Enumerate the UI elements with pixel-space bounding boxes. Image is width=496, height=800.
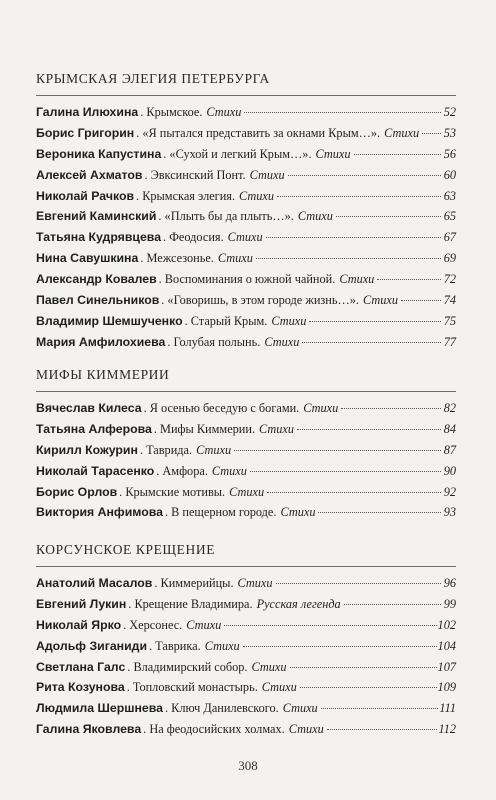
entry-genre: Стихи: [239, 188, 275, 203]
dot-leader: [327, 729, 438, 730]
toc-entry: [36, 227, 456, 248]
entry-author: Галина Илюхина: [36, 105, 139, 119]
dot-leader: [309, 321, 441, 322]
entry-author: Татьяна Кудрявцева: [36, 230, 162, 245]
entry-genre: Стихи: [259, 421, 295, 436]
entry-list: [36, 398, 456, 523]
dot-leader: [354, 154, 441, 155]
dot-leader: [267, 492, 441, 493]
entry-page-number: 53: [443, 125, 456, 140]
toc-entry: [36, 123, 456, 144]
entry-author: Мария Амфилохиева: [36, 334, 166, 349]
dot-leader: [318, 512, 441, 513]
toc-entry: [36, 269, 456, 290]
entry-author: Виктория Анфимова: [36, 505, 163, 520]
entry-page-number: 96: [443, 576, 456, 590]
entry-genre: Стихи: [229, 484, 265, 499]
toc-entry: [36, 206, 456, 227]
section-krymskaya-elegiya: [36, 70, 456, 353]
entry-page-number: 93: [443, 505, 456, 520]
entry-genre: Стихи: [251, 659, 287, 674]
entry-title: . «Плыть бы да плыть…».: [158, 209, 294, 224]
dot-leader: [288, 175, 441, 176]
toc-entry: [36, 461, 456, 482]
entry-author: Галина Яковлева: [36, 722, 142, 737]
entry-page-number: 112: [438, 722, 456, 737]
dot-leader: [302, 342, 441, 343]
dot-leader: [344, 604, 441, 605]
section-divider: [36, 95, 456, 96]
entry-author: Нина Савушкина: [36, 251, 139, 266]
entry-author: Анатолий Масалов: [36, 576, 153, 590]
entry-genre: Стихи: [315, 146, 351, 161]
entry-page-number: 75: [443, 313, 456, 328]
entry-page-number: 87: [443, 442, 456, 457]
toc-entry: [36, 248, 456, 269]
entry-title: . Владимирский собор.: [127, 659, 248, 674]
section-mify-kimmerii: [36, 366, 456, 523]
entry-title: . Крымская элегия.: [136, 188, 236, 203]
toc-entry: [36, 144, 456, 165]
dot-leader: [341, 408, 441, 409]
entry-page-number: 56: [443, 146, 456, 161]
entry-title: . Амфора.: [156, 463, 208, 478]
toc-entry: [36, 719, 456, 740]
entry-title: . В пещерном городе.: [164, 505, 277, 520]
section-title: МИФЫ КИММЕРИИ: [36, 367, 170, 382]
section-divider: [36, 566, 456, 567]
entry-page-number: 74: [443, 293, 456, 308]
toc-entry: [36, 636, 456, 657]
section-korsunskoe-kreshchenie: [36, 541, 456, 740]
dot-leader: [224, 625, 436, 626]
entry-page-number: 65: [443, 209, 456, 224]
entry-title: . «Я пытался представить за окнами Крым…».: [136, 125, 381, 140]
entry-author: Николай Тарасенко: [36, 463, 155, 478]
dot-leader: [300, 687, 437, 688]
entry-page-number: 69: [443, 251, 456, 266]
toc-entry: [36, 419, 456, 440]
entry-title: . Воспоминания о южной чайной.: [158, 272, 336, 287]
entry-genre: Стихи: [264, 334, 300, 349]
entry-title: . Мифы Киммерии.: [153, 421, 256, 436]
entry-title: . Крымские мотивы.: [119, 484, 226, 499]
entry-genre: Русская легенда: [256, 596, 341, 611]
entry-author: Кирилл Кожурин: [36, 442, 138, 457]
entry-title: . Феодосия.: [163, 230, 224, 245]
entry-title: . Топловский монастырь.: [126, 680, 258, 695]
entry-author: Вероника Капустина: [36, 146, 162, 161]
entry-author: Борис Григорин: [36, 125, 135, 140]
entry-author: Рита Козунова: [36, 680, 125, 695]
entry-page-number: 67: [443, 230, 456, 245]
dot-leader: [336, 216, 441, 217]
entry-page-number: 52: [443, 105, 456, 119]
entry-title: . Крещение Владимира.: [128, 596, 253, 611]
page-number: 308: [238, 758, 258, 773]
entry-title: . Киммерийцы.: [154, 576, 234, 590]
entry-genre: Стихи: [237, 576, 273, 590]
toc-entry: [36, 311, 456, 332]
dot-leader: [256, 258, 441, 259]
section-title: КОРСУНСКОЕ КРЕЩЕНИЕ: [36, 542, 216, 557]
dot-leader: [401, 300, 441, 301]
toc-entry: [36, 440, 456, 461]
entry-genre: Стихи: [227, 230, 263, 245]
entry-page-number: 111: [439, 701, 456, 716]
entry-genre: Стихи: [280, 505, 316, 520]
entry-author: Татьяна Алферова: [36, 421, 152, 436]
entry-genre: Стихи: [303, 401, 339, 415]
toc-entry: [36, 290, 456, 311]
entry-author: Павел Синельников: [36, 293, 160, 308]
entry-author: Светлана Галс: [36, 659, 126, 674]
entry-author: Евгений Каминский: [36, 209, 157, 224]
toc-entry: [36, 677, 456, 698]
entry-title: . Межсезонье.: [140, 251, 214, 266]
entry-genre: Стихи: [196, 442, 232, 457]
toc-entry: [36, 657, 456, 678]
toc-entry: [36, 573, 456, 594]
entry-genre: Стихи: [261, 680, 297, 695]
dot-leader: [422, 133, 441, 134]
dot-leader: [243, 646, 437, 647]
entry-author: Людмила Шершнева: [36, 701, 163, 716]
section-divider: [36, 391, 456, 392]
entry-title: . «Говоришь, в этом городе жизнь…».: [161, 293, 359, 308]
entry-genre: Стихи: [211, 463, 247, 478]
entry-author: Владимир Шемшученко: [36, 313, 183, 328]
toc-entry: [36, 102, 456, 123]
entry-genre: Стихи: [204, 638, 240, 653]
entry-page-number: 104: [437, 638, 456, 653]
entry-author: Николай Ярко: [36, 617, 122, 632]
dot-leader: [244, 112, 441, 113]
entry-genre: Стихи: [186, 617, 222, 632]
section-title: КРЫМСКАЯ ЭЛЕГИЯ ПЕТЕРБУРГА: [36, 71, 270, 86]
entry-list: [36, 102, 456, 353]
entry-author: Евгений Лукин: [36, 596, 127, 611]
entry-genre: Стихи: [249, 167, 285, 182]
entry-title: . «Сухой и легкий Крым…».: [163, 146, 312, 161]
entry-page-number: 109: [437, 680, 456, 695]
entry-list: [36, 573, 456, 740]
entry-page-number: 82: [443, 401, 456, 415]
entry-title: . Ключ Данилевского.: [164, 701, 279, 716]
dot-leader: [321, 708, 439, 709]
entry-genre: Стихи: [288, 722, 324, 737]
entry-genre: Стихи: [297, 209, 333, 224]
entry-page-number: 107: [437, 659, 456, 674]
entry-title: . Таврида.: [139, 442, 193, 457]
dot-leader: [250, 471, 441, 472]
entry-title: . На феодосийских холмах.: [143, 722, 285, 737]
entry-page-number: 63: [443, 188, 456, 203]
entry-title: . Я осенью беседую с богами.: [143, 401, 300, 415]
toc-entry: [36, 482, 456, 503]
entry-page-number: 90: [443, 463, 456, 478]
dot-leader: [266, 237, 441, 238]
entry-title: . Эвксинский Понт.: [144, 167, 246, 182]
entry-page-number: 99: [443, 596, 456, 611]
toc-entry: [36, 398, 456, 419]
dot-leader: [234, 450, 441, 451]
entry-author: Борис Орлов: [36, 484, 118, 499]
entry-genre: Стихи: [339, 272, 375, 287]
entry-page-number: 60: [443, 167, 456, 182]
dot-leader: [377, 279, 441, 280]
entry-genre: Стихи: [271, 313, 307, 328]
toc-entry: [36, 502, 456, 523]
entry-genre: Стихи: [206, 105, 242, 119]
entry-page-number: 72: [443, 272, 456, 287]
entry-genre: Стихи: [362, 293, 398, 308]
toc-entry: [36, 615, 456, 636]
entry-title: . Таврика.: [149, 638, 201, 653]
entry-title: . Херсонес.: [123, 617, 183, 632]
entry-author: Адольф Зиганиди: [36, 638, 148, 653]
toc-entry: [36, 186, 456, 207]
toc-entry: [36, 698, 456, 719]
entry-page-number: 102: [437, 617, 456, 632]
dot-leader: [276, 583, 441, 584]
entry-page-number: 84: [443, 421, 456, 436]
entry-genre: Стихи: [384, 125, 420, 140]
entry-title: . Старый Крым.: [184, 313, 268, 328]
toc-entry: [36, 165, 456, 186]
entry-author: Александр Ковалев: [36, 272, 157, 287]
toc-entry: [36, 594, 456, 615]
entry-page-number: 77: [443, 334, 456, 349]
dot-leader: [290, 667, 437, 668]
entry-title: . Голубая полынь.: [167, 334, 261, 349]
entry-genre: Стихи: [282, 701, 318, 716]
entry-genre: Стихи: [217, 251, 253, 266]
dot-leader: [277, 196, 441, 197]
entry-author: Николай Рачков: [36, 188, 135, 203]
toc-entry: [36, 332, 456, 353]
entry-author: Алексей Ахматов: [36, 167, 143, 182]
entry-author: Вячеслав Килеса: [36, 401, 142, 415]
dot-leader: [297, 429, 441, 430]
entry-page-number: 92: [443, 484, 456, 499]
entry-title: . Крымское.: [140, 105, 203, 119]
